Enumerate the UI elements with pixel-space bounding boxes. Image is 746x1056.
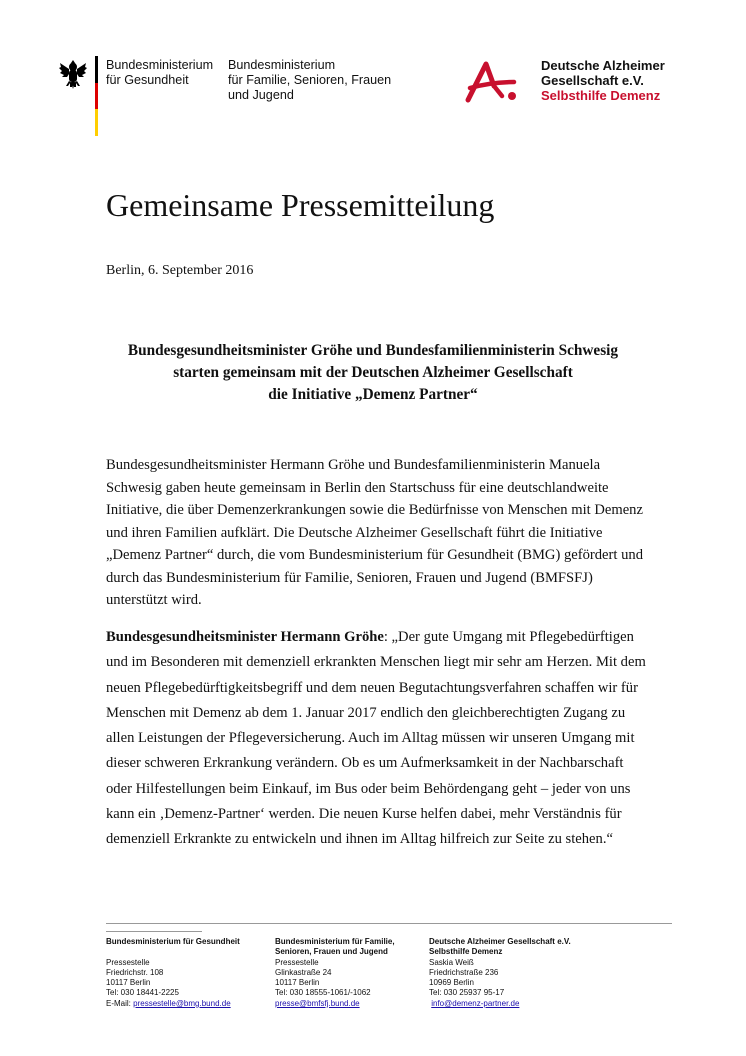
daz-subtitle: Selbsthilfe Demenz [541, 88, 661, 103]
text-line: allen Leistungen der Pflegeversicherung. Auch im Alltag müssen wir unseren Umgang mit [106, 730, 635, 747]
text-line: Bundesgesundheitsminister Hermann Gröhe und Bundesfamilienministerin Manuela [106, 457, 601, 473]
text-line: und im Besonderen mit demenziell erkrankten Menschen liegt mir sehr am Herzen. Mit dem [106, 654, 646, 671]
text-line: demenziell Erkrankte zu entwickeln und ihnen im Alltag hilfreich zur Seite zu stehen.“ [106, 831, 613, 848]
text-line: durch das Bundesministerium für Familie, Senioren, Frauen und Jugend (BMFSFJ) [106, 569, 593, 586]
quote-paragraph [106, 625, 691, 853]
footer-heading: Deutsche Alzheimer Gesellschaft e.V. [429, 937, 571, 946]
german-flag-bar [95, 56, 98, 136]
text-line: oder Hilfestellungen beim Einkauf, im Bus oder beim Behördengang geht – jeder von uns [106, 780, 631, 797]
text-line: Initiative, die über Demenzerkrankungen sowie die Bedürfnisse von Menschen mit Demenz [106, 502, 643, 518]
headline-line: starten gemeinsam mit der Deutschen Alzheimer Gesellschaft [173, 364, 573, 381]
headline [60, 340, 686, 406]
email-link-bmg[interactable]: pressestelle@bmg.bund.de [133, 998, 231, 1008]
footer-short-divider [106, 931, 202, 932]
text-line: kann ein ‚Demenz-Partner‘ werden. Die neuen Kurse helfen dabei, mehr Verständnis für [106, 806, 622, 823]
footer-contact-bmg: Bundesministerium für Gesundheit Pressestelle Friedrichstr. 108 10117 Berlin Tel: 030 18441-2225 E-Mail: pressestelle@bmg.bund.de [106, 937, 266, 1009]
text-line: Schwesig gaben heute gemeinsam in Berlin den Startschuss für eine deutschlandweite [106, 479, 609, 496]
footer-heading: Bundesministerium für Familie, [275, 937, 395, 946]
email-link-bmfsfj[interactable]: presse@bmfsfj.bund.de [275, 998, 360, 1008]
text-line: Menschen mit Demenz ab dem 1. Januar 2017 endlich den gleichberechtigten Zugang zu [106, 704, 626, 721]
email-link-daz[interactable]: info@demenz-partner.de [431, 998, 520, 1008]
daz-logo-icon [464, 56, 528, 108]
text-line: und ihren Familien aufklärt. Die Deutsche Alzheimer Gesellschaft führt die Initiative [106, 524, 603, 541]
text-line: Bundesgesundheitsminister Hermann Gröhe: „Der gute Umgang mit Pflegebedürftigen [106, 629, 634, 645]
headline-line: die Initiative „Demenz Partner“ [268, 386, 478, 403]
footer-divider [106, 923, 672, 924]
headline-line: Bundesgesundheitsminister Gröhe und Bundesfamilienministerin Schwesig [127, 342, 619, 359]
bmfsfj-name: Bundesministerium für Familie, Senioren, Frauen und Jugend [228, 58, 392, 102]
federal-eagle-icon [58, 57, 88, 91]
intro-paragraph [106, 454, 691, 612]
text-line: dieser schweren Erkrankung verändern. Ob es um Aufmerksamkeit in der Nachbarschaft [106, 755, 624, 772]
footer-contact-daz: Deutsche Alzheimer Gesellschaft e.V. Selbsthilfe Demenz Saskia Weiß Friedrichstraße 236 10969 Berlin Tel: 030 25937 95-17 info@demenz-partner.de [429, 937, 599, 1009]
speaker-name: Bundesgesundheitsminister Hermann Gröhe [106, 629, 384, 645]
bmg-name: Bundesministerium für Gesundheit [106, 58, 214, 87]
text-line: unterstützt wird. [106, 592, 202, 608]
footer-contact-bmfsfj: Bundesministerium für Familie, Senioren, Frauen und Jugend Pressestelle Glinkastraße 24 10117 Berlin Tel: 030 18555-1061/-1062 presse@bmfsfj.bund.de [275, 937, 420, 1009]
text-line: „Demenz Partner“ durch, die vom Bundesministerium für Gesundheit (BMG) gefördert und [106, 547, 643, 563]
daz-name: Deutsche Alzheimer Gesellschaft e.V. Selbsthilfe Demenz [541, 58, 665, 103]
page-title: Gemeinsame Pressemitteilung [106, 187, 495, 223]
dateline: Berlin, 6. September 2016 [106, 263, 254, 278]
footer-heading: Bundesministerium für Gesundheit [106, 937, 240, 946]
text-line: neuen Pflegebedürftigkeitsbegriff und dem neuen Begutachtungsverfahren schaffen wir für [106, 679, 638, 696]
